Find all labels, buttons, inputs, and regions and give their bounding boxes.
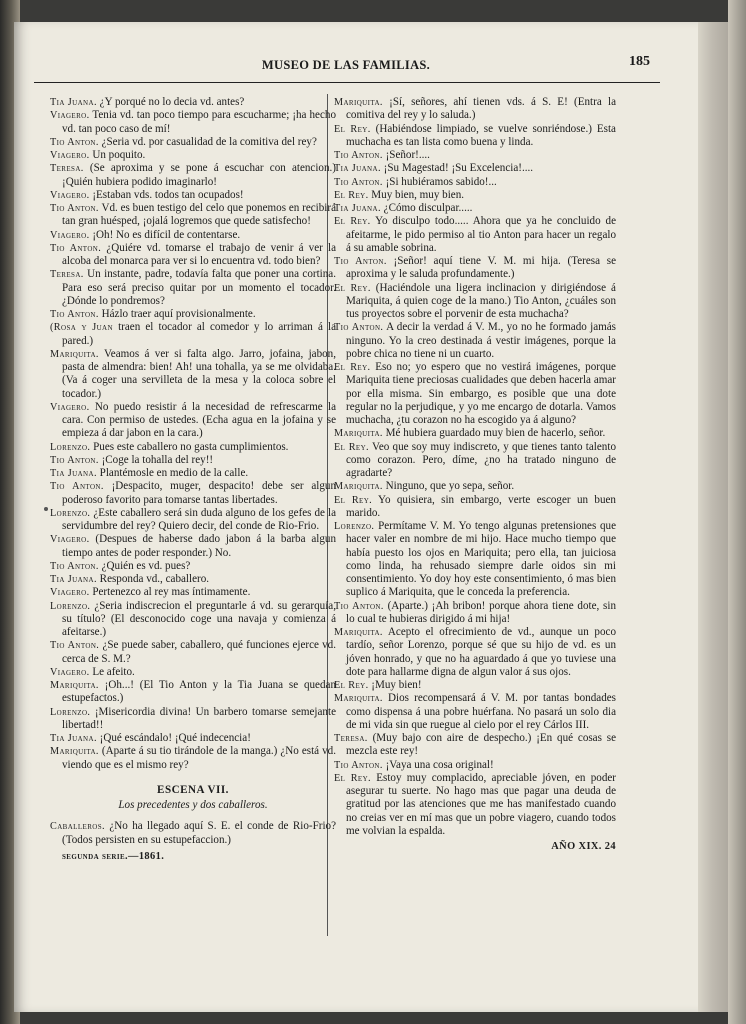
dialogue-line <box>50 242 336 269</box>
dialogue-line <box>50 96 336 109</box>
speaker-name: Mariquita. <box>334 428 383 440</box>
speaker-name: El Rey. <box>334 189 369 201</box>
dialogue-text: Estoy muy complacido, apreciable jóven, en poder asegurar tu suerte. No hago mas que pagar una deuda de gratitud por las atenciones que me has manifestado cuando no creias ver en mí mas que un pobre viagero, cuando todos me volvian la espalda. <box>346 771 616 837</box>
speaker-name: El Rey. <box>334 680 369 691</box>
dialogue-line <box>50 666 336 679</box>
dialogue-line <box>50 480 336 507</box>
speaker-name: Tio Anton. <box>334 600 384 612</box>
dialogue-line <box>50 533 336 560</box>
dialogue-line <box>50 507 336 534</box>
dialogue-line <box>50 679 336 706</box>
speaker-name: Teresa. <box>334 733 368 744</box>
dialogue-line <box>334 520 616 600</box>
dialogue-text: Un instante, padre, todavía falta que poner una cortina. Para eso será preciso quitar por un momento el tocador. ¿Dónde lo pondremos? <box>62 268 336 307</box>
dialogue-line <box>50 820 336 847</box>
series-footer: segunda serie.—1861. <box>62 850 165 862</box>
dialogue-line <box>50 401 336 441</box>
dialogue-line <box>334 202 616 215</box>
dialogue-line <box>50 732 336 745</box>
dialogue-text: Házlo traer aquí provisionalmente. <box>98 308 256 320</box>
speaker-name: Tio Anton. <box>50 136 99 148</box>
right-column <box>334 96 616 853</box>
dialogue-text: Acepto el ofrecimiento de vd., aunque un poco tardío, señor Lorenzo, porque sé que su hijo de vd. es un jóven honrado, y que no ha aguardado á que yo tuviese una dote para hallarme digna de algun valor á sus ojos. <box>346 626 616 678</box>
dialogue-text: ¿No ha llegado aquí S. E. el conde de Rio-Frio? (Todos persisten en su estupefaccion.) <box>62 820 336 846</box>
speaker-name: Viagero. <box>50 587 90 599</box>
dialogue-text: ¡Sí, señores, ahí tienen vds. á S. E! (Entra la comitiva del rey y lo saluda.) <box>346 96 616 122</box>
speaker-name: Viagero. <box>50 534 90 546</box>
dialogue-line <box>334 96 616 123</box>
speaker-name: Tia Juana. <box>334 203 381 214</box>
speaker-name: Tio Anton. <box>50 309 99 320</box>
dialogue-text: ¡Oh...! (El Tio Anton y la Tia Juana se quedan estupefactos.) <box>62 679 336 705</box>
dialogue-text: Pues este caballero no gasta cumplimientos. <box>90 440 289 453</box>
speaker-name: Teresa. <box>50 163 84 175</box>
dialogue-text: traen el tocador al comedor y lo arriman á la pared.) <box>62 321 336 347</box>
dialogue-line <box>334 427 616 440</box>
right-dialogue <box>334 96 616 838</box>
speaker-name: (Rosa y Juan <box>50 322 113 334</box>
speaker-name: Mariquita. <box>334 627 383 638</box>
speaker-name: Viagero. <box>50 229 90 241</box>
dialogue-line <box>50 268 336 308</box>
speaker-name: Mariquita. <box>50 746 99 758</box>
dialogue-line <box>334 480 616 493</box>
dialogue-text: Mé hubiera guardado muy bien de hacerlo, señor. <box>382 427 606 440</box>
dialogue-text: ¡Su Magestad! ¡Su Excelencia!.... <box>380 162 534 175</box>
dialogue-line <box>334 494 616 521</box>
scene-cast: Los precedentes y dos caballeros. <box>118 799 268 811</box>
dialogue-text: ¡Señor!.... <box>382 149 430 161</box>
speaker-name: Mariquita. <box>50 348 99 360</box>
dialogue-line <box>50 321 336 348</box>
speaker-name: El Rey. <box>334 362 371 373</box>
dialogue-text: Ninguno, que yo sepa, señor. <box>382 480 515 493</box>
dialogue-line <box>50 162 336 189</box>
dialogue-line <box>334 189 616 202</box>
left-footer <box>50 850 336 863</box>
dialogue-line <box>50 706 336 733</box>
dialogue-text: ¡Coge la tohalla del rey!! <box>98 453 214 466</box>
speaker-name: Lorenzo. <box>50 600 91 612</box>
dialogue-text: ¿Quién es vd. pues? <box>98 559 191 572</box>
speaker-name: Viagero. <box>50 401 90 413</box>
dialogue-text: ¿Seria vd. por casualidad de la comitiva del rey? <box>98 135 317 148</box>
dialogue-line <box>50 348 336 401</box>
dialogue-line <box>334 361 616 427</box>
dialogue-text: ¿Y porqué no lo decia vd. antes? <box>96 96 245 108</box>
speaker-name: Tio Anton. <box>334 322 384 334</box>
speaker-name: El Rey. <box>334 282 371 294</box>
dialogue-line <box>50 639 336 666</box>
speaker-name: Tio Anton. <box>50 481 104 493</box>
speaker-name: Tio Anton. <box>334 759 383 771</box>
dialogue-line <box>334 772 616 838</box>
header-rule <box>34 82 660 83</box>
dialogue-text: ¡Qué escándalo! ¡Qué indecencia! <box>96 732 251 744</box>
speaker-name: Viagero. <box>50 189 90 201</box>
left-column <box>50 96 336 863</box>
speaker-name: Tio Anton. <box>334 256 387 267</box>
speaker-name: Tia Juana. <box>50 97 97 108</box>
speaker-name: Viagero. <box>50 110 90 122</box>
dialogue-line <box>50 586 336 599</box>
dialogue-text: ¿Cómo disculpar..... <box>380 202 473 214</box>
dialogue-line <box>334 149 616 162</box>
dialogue-line <box>50 229 336 242</box>
dialogue-line <box>334 441 616 481</box>
scene-heading: ESCENA VII. <box>157 783 229 796</box>
dialogue-text: Permítame V. M. Yo tengo algunas pretensiones que hacer valer en nombre de mi hijo. Hace mucho tiempo que había puesto los ojos en Mariquita; pero ella, tan juiciosa como linda, ha rehusado siempre darle oidos sin mi consentimiento. Yo doy hoy este consentimiento, ó mas bien suplico á Mariquita, que le conceda la preferencia. <box>346 520 616 599</box>
dialogue-line <box>50 308 336 321</box>
speaker-name: El Rey. <box>334 772 371 784</box>
dialogue-text: ¡Oh! No es difícil de contentarse. <box>89 228 241 241</box>
speaker-name: El Rey. <box>334 123 371 135</box>
speaker-name: Lorenzo. <box>334 521 375 532</box>
dialogue-line <box>50 149 336 162</box>
dialogue-line <box>50 441 336 454</box>
dialogue-line <box>334 123 616 150</box>
speaker-name: Tia Juana. <box>50 574 97 585</box>
speaker-name: Tio Anton. <box>50 640 100 652</box>
dialogue-text: ¡Señor! aquí tiene V. M. mi hija. (Teresa se aproxima y le saluda profundamente.) <box>346 255 616 281</box>
dialogue-text: (Aparte.) ¡Ah bribon! porque ahora tiene dote, sin lo cual te hubieras dirigido á mi hija! <box>346 599 617 625</box>
speaker-name: Mariquita. <box>50 680 99 691</box>
dialogue-line <box>50 745 336 772</box>
speaker-name: Mariquita. <box>334 481 383 493</box>
speaker-name: Tio Anton. <box>334 150 383 161</box>
left-dialogue <box>50 96 336 772</box>
dialogue-text: ¡Despacito, muger, despacito! debe ser algun poderoso favorito para tomarse tantas libertades. <box>62 480 337 506</box>
speaker-name: Lorenzo. <box>50 441 91 453</box>
dialogue-line <box>334 162 616 175</box>
dialogue-line <box>334 321 616 361</box>
speaker-name: Tia Juana. <box>50 468 97 479</box>
dialogue-line <box>50 189 336 202</box>
speaker-name: Mariquita. <box>334 97 383 108</box>
dialogue-text: A decir la verdad á V. M., yo no he formado jamás ninguno. Yo la creo destinada á vestir imágenes, porque la pobre chica no tiene ni un cuarto. <box>346 321 616 360</box>
speaker-name: Tio Anton. <box>50 560 99 572</box>
dialogue-line <box>334 255 616 282</box>
dialogue-text: ¿Quiére vd. tomarse el trabajo de venir á ver la alcoba del monarca para ver si lo encuentra vd. todo bien? <box>62 241 337 267</box>
dialogue-text: Yo quisiera, sin embargo, verte escoger un buen marido. <box>346 493 616 519</box>
speaker-name: Tia Juana. <box>334 163 381 175</box>
dialogue-text: (Haciéndole una ligera inclinacion y dirigiéndose á Mariquita, á quien coge de la mano.) Tio Anton, ¿cuáles son tus proyectos sobre el porvenir de esta muchacha? <box>346 281 616 320</box>
dialogue-text: (Habiéndose limpiado, se vuelve sonriéndose.) Esta muchacha es tan lista como buena y linda. <box>346 122 616 148</box>
dialogue-text: ¿Se puede saber, caballero, qué funciones ejerce vd. cerca de S. M.? <box>62 639 337 665</box>
dialogue-line <box>334 600 616 627</box>
dialogue-line <box>50 600 336 640</box>
ink-spot <box>44 507 48 511</box>
speaker-name: El Rey. <box>334 441 369 453</box>
speaker-name: Mariquita. <box>334 693 383 705</box>
dialogue-text: Yo disculpo todo..... Ahora que ya he concluido de afeitarme, le pido permiso al tio Anton para hacer un regalo á su amable sobrina. <box>346 215 616 254</box>
dialogue-text: (Despues de haberse dado jabon á la barba algun tiempo antes de poder responder.) No. <box>62 533 336 559</box>
dialogue-line <box>334 176 616 189</box>
dialogue-line <box>50 202 336 229</box>
speaker-name: Caballeros. <box>50 821 105 833</box>
speaker-name: El Rey. <box>334 216 371 228</box>
dialogue-text: Muy bien, muy bien. <box>368 188 465 201</box>
speaker-name: Viagero. <box>50 666 90 678</box>
dialogue-text: Dios recompensará á V. M. por tantas bondades como dispensa á una pobre huérfana. No pasará un solo dia de mi vida sin que ruegue al cielo por el rey Cárlos III. <box>346 692 616 731</box>
speaker-name: Lorenzo. <box>50 706 91 718</box>
speaker-name: Tio Anton. <box>334 176 383 188</box>
dialogue-text: (Aparte á su tio tirándole de la manga.) ¿No está vd. viendo que es el mismo rey? <box>62 745 336 771</box>
speaker-name: Tia Juana. <box>50 733 97 744</box>
speaker-name: Tio Anton. <box>50 454 99 466</box>
year-footer: AÑO XIX. 24 <box>551 841 616 852</box>
speaker-name: Lorenzo. <box>50 507 91 519</box>
page-number: 185 <box>629 54 650 69</box>
dialogue-text: Le afeito. <box>89 665 135 678</box>
dialogue-text: Tenia vd. tan poco tiempo para escucharme; ¡ha hecho vd. tan poco caso de mí! <box>62 109 336 135</box>
dialogue-text: Plantémosle en medio de la calle. <box>96 467 249 479</box>
dialogue-text: Responda vd., caballero. <box>96 573 210 585</box>
dialogue-text: ¿Este caballero será sin duda alguno de los gefes de la servidumbre del rey? Quiero decir, del conde de Rio-Frio. <box>62 506 336 532</box>
dialogue-text: ¡Si hubiéramos sabido!... <box>382 175 497 188</box>
speaker-name: Tio Anton. <box>50 203 99 214</box>
dialogue-line <box>334 282 616 322</box>
dialogue-line <box>50 454 336 467</box>
speaker-name: Viagero. <box>50 150 90 161</box>
dialogue-text: (Muy bajo con aire de despecho.) ¡En qué cosas se mezcla este rey! <box>346 732 616 758</box>
dialogue-text: No puedo resistir á la necesidad de refrescarme la cara. Con permiso de ustedes. (Echa agua en la jofaina y se empieza á dar jabon en la cara.) <box>62 400 336 440</box>
running-title: MUSEO DE LAS FAMILIAS. <box>261 58 431 72</box>
dialogue-line <box>50 573 336 586</box>
left-dialogue-after <box>50 820 336 847</box>
dialogue-line <box>334 692 616 732</box>
dialogue-text: ¡Muy bien! <box>368 679 422 691</box>
dialogue-line <box>50 136 336 149</box>
dialogue-text: ¡Vaya una cosa original! <box>382 758 494 771</box>
dialogue-text: Pertenezco al rey mas íntimamente. <box>89 586 251 599</box>
dialogue-text: Un poquito. <box>89 149 146 161</box>
dialogue-text: Veamos á ver si falta algo. Jarro, jofaina, jabon, pasta de almendra: bien! Ah! una tohalla, ya se me olvidaba. (Va á coger una servilleta de la mesa y la coloca sobre el tocador.) <box>62 347 336 400</box>
dialogue-text: ¡Misericordia divina! Un barbero tomarse semejante libertad!! <box>62 705 336 731</box>
dialogue-text: Vd. es buen testigo del celo que ponemos en recibirá tan gran huésped, ¡ojalá logremos que quede satisfecho! <box>62 202 337 228</box>
page-header <box>40 34 652 78</box>
dialogue-text: ¿Seria indiscrecion el preguntarle á vd. su gerarquía, su título? (El desconocido coge una navaja y comienza á afeitarse.) <box>62 599 336 638</box>
dialogue-line <box>334 679 616 692</box>
book-cover-edge <box>728 0 746 1024</box>
dialogue-line <box>50 560 336 573</box>
dialogue-line <box>50 109 336 136</box>
speaker-name: El Rey. <box>334 494 373 506</box>
dialogue-line <box>334 626 616 679</box>
speaker-name: Tio Anton. <box>50 242 102 254</box>
dialogue-line <box>334 732 616 759</box>
dialogue-line <box>334 759 616 772</box>
dialogue-text: Veo que soy muy indiscreto, y que tienes tanto talento como corazon. Pero, díme, ¿no ha tratado ninguno de agradarte? <box>346 440 616 479</box>
dialogue-line <box>50 467 336 480</box>
dialogue-text: Eso no; yo espero que no vestirá imágenes, porque Mariquita tiene preciosas cualidades que deben hacerla amar por ella misma. Sin embargo, es posible que una dote regular no la perjudique, y yo me encargo de dotarla. Vamos muchacha, ¿tu corazon no ha escogido ya á alguno? <box>346 361 616 426</box>
dialogue-line <box>334 215 616 255</box>
dialogue-text: (Se aproxima y se pone á escuchar con atencion.) ¡Quién hubiera podido imaginarlo! <box>62 162 336 188</box>
speaker-name: Teresa. <box>50 269 84 281</box>
dialogue-text: ¡Estaban vds. todos tan ocupados! <box>89 188 244 201</box>
